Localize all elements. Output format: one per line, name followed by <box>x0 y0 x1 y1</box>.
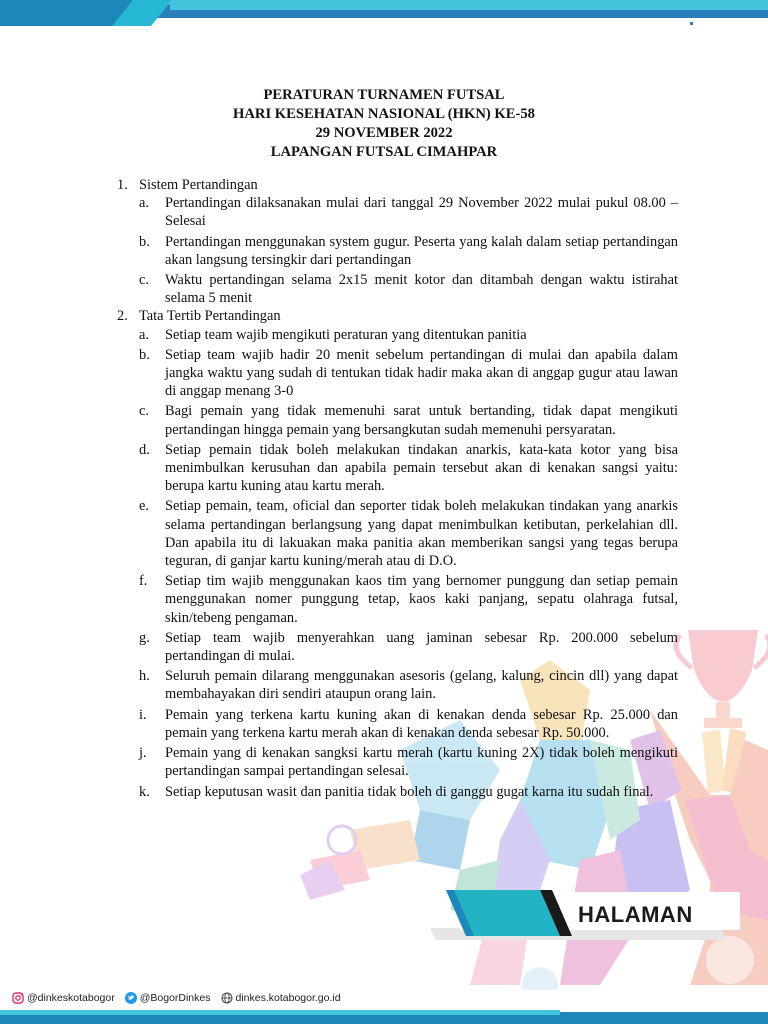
list-item <box>112 706 678 742</box>
globe-icon <box>221 992 233 1004</box>
item-text: Pertandingan dilaksanakan mulai dari tanggal 29 November 2022 mulai pukul 08.00 – Selesai <box>165 195 678 230</box>
footer-twitter[interactable] <box>125 992 211 1004</box>
header-title: PERATURAN TURNAMEN FUTSAL <box>263 87 505 103</box>
item-text: Setiap keputusan wasit dan panitia tidak boleh di ganggu gugat karna itu sudah final. <box>165 783 654 800</box>
item-text: Setiap team wajib menyerahkan uang jaminan sebesar Rp. 200.000 sebelum pertandingan di mulai. <box>165 629 678 665</box>
list-item <box>112 441 678 496</box>
section-title: Tata Tertib Pertandingan <box>139 308 281 325</box>
item-text: Setiap tim wajib menggunakan kaos tim yang bernomer punggung dan setiap pemain menggunakan nomer punggung tetap, kaos kaki panjang, sepatu olahraga futsal, skin/tebeng pengaman. <box>165 573 678 626</box>
item-letter: d. <box>139 441 150 458</box>
list-item <box>112 497 678 570</box>
item-letter: g. <box>139 629 150 646</box>
section-number: 1. <box>117 177 128 193</box>
item-letter: c. <box>139 403 149 420</box>
list-item <box>112 271 678 307</box>
rule-list <box>139 194 678 307</box>
item-text: Setiap pemain tidak boleh melakukan tindakan anarkis, kata-kata kotor yang bisa menimbulkan kerusuhan dan apabila pemain tersebut akan di kenakan sangsi yaitu: berupa kartu kuning atau kartu merah. <box>165 441 678 495</box>
item-letter: a. <box>139 195 149 212</box>
instagram-icon <box>12 992 24 1004</box>
item-text: Setiap team wajib hadir 20 menit sebelum pertandingan di mulai dan apabila dalam jangka waktu yang sudah di tentukan tidak hadir maka akan di anggap gugur atau lawan di anggap menang 3-0 <box>165 346 678 400</box>
header-event: HARI KESEHATAN NASIONAL (HKN) KE-58 <box>233 106 535 122</box>
list-item <box>112 194 678 230</box>
section-sistem-pertandingan <box>112 176 678 307</box>
item-text: Pemain yang terkena kartu kuning akan di kenakan denda sebesar Rp. 25.000 dan pemain yang terkena kartu merah akan di kenakan denda sebesar Rp. 50.000. <box>165 706 678 741</box>
website-url: dinkes.kotabogor.go.id <box>235 992 341 1004</box>
instagram-handle: @dinkeskotabogor <box>27 992 115 1004</box>
item-letter: b. <box>139 346 150 363</box>
item-text: Setiap team wajib mengikuti peraturan yang ditentukan panitia <box>165 326 527 343</box>
item-letter: c. <box>139 272 149 289</box>
bottom-band-segment <box>0 1010 560 1015</box>
item-letter: f. <box>139 573 148 590</box>
twitter-icon <box>125 992 137 1004</box>
footer-social <box>12 989 345 1007</box>
list-item <box>112 346 678 401</box>
item-text: Seluruh pemain dilarang menggunakan asesoris (gelang, kalung, cincin dll) yang dapat membahayakan diri sendiri ataupun orang lain. <box>165 668 678 703</box>
twitter-handle: @BogorDinkes <box>139 992 211 1004</box>
rules-content <box>112 176 678 801</box>
item-letter: a. <box>139 326 149 343</box>
item-text: Waktu pertandingan selama 2x15 menit kotor dan ditambah dengan waktu istirahat selama 5 menit <box>165 272 678 307</box>
top-band-dot <box>690 22 693 25</box>
banner-label: HALAMAN <box>578 902 693 927</box>
item-letter: b. <box>139 233 150 250</box>
list-item <box>112 783 678 801</box>
list-item <box>112 326 678 344</box>
item-text: Pemain yang di kenakan sangksi kartu merah (kartu kuning 2X) tidak boleh mengikuti pertandingan sampai pertandingan selesai. <box>165 745 678 780</box>
list-item <box>112 402 678 438</box>
list-item <box>112 744 678 780</box>
top-band-segment <box>170 0 768 10</box>
item-text: Setiap pemain, team, oficial dan seporter tidak boleh melakukan tindakan yang anarkis selama pertandingan berlangsung yang dapat menimbulkan ketibutan, perkelahian dll. Dan apabila itu di lakuakan maka panitia akan memberikan sangsi yang tegas berupa teguran, di ganjar kartu kuning/merah atau di D.O. <box>165 498 678 570</box>
item-letter: i. <box>139 706 147 723</box>
item-text: Bagi pemain yang tidak memenuhi sarat untuk bertanding, tidak dapat mengikuti pertandingan hingga pemain yang bersangkutan sudah memenuhi persyaratan. <box>165 403 678 438</box>
list-item <box>112 667 678 703</box>
top-decorative-band <box>0 0 768 26</box>
rule-list <box>139 326 678 801</box>
list-item <box>112 572 678 627</box>
list-item <box>112 629 678 665</box>
section-title: Sistem Pertandingan <box>139 177 258 193</box>
bottom-decorative-band <box>0 1010 768 1024</box>
item-letter: e. <box>139 498 149 515</box>
footer-website[interactable] <box>221 992 341 1004</box>
item-text: Pertandingan menggunakan system gugur. Peserta yang kalah dalam setiap pertandingan akan langsung tersingkir dari pertandingan <box>165 233 678 268</box>
header-date: 29 NOVEMBER 2022 <box>315 125 453 141</box>
item-letter: k. <box>139 783 150 800</box>
item-letter: j. <box>139 745 147 762</box>
section-tata-tertib <box>112 307 678 800</box>
list-item <box>112 233 678 269</box>
footer-instagram[interactable] <box>12 992 115 1004</box>
document-header <box>0 86 768 162</box>
header-venue: LAPANGAN FUTSAL CIMAHPAR <box>270 144 498 160</box>
section-number: 2. <box>117 308 128 325</box>
item-letter: h. <box>139 668 150 685</box>
